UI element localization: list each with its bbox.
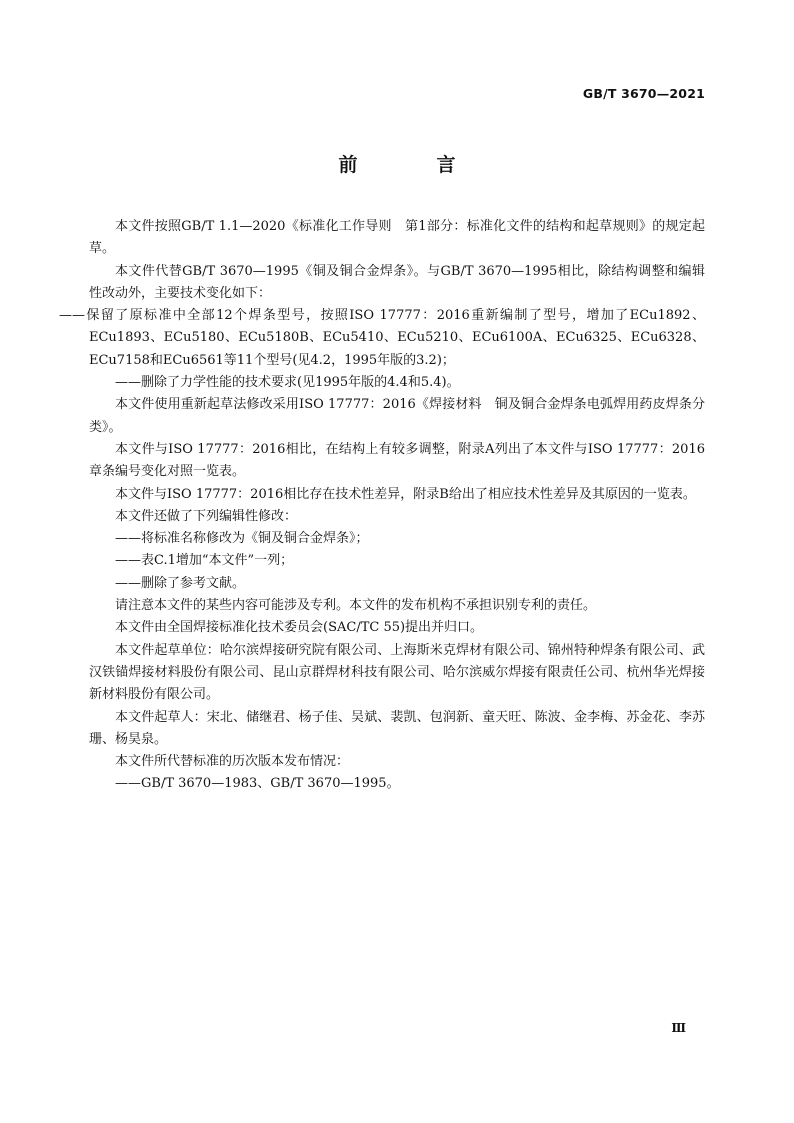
paragraph-proposer: 本文件由全国焊接标准化技术委员会(SAC/TC 55)提出并归口。 xyxy=(115,620,484,636)
list-item-table-column: ——表C.1增加“本文件”一列； xyxy=(115,553,294,569)
paragraph-structure-diff: 本文件与ISO 17777：2016相比，在结构上有较多调整，附录A列出了本文件与ISO 17777：2016章条编号变化对照一览表。 xyxy=(89,441,705,480)
paragraph-editorial-intro: 本文件还做了下列编辑性修改： xyxy=(115,508,298,524)
paragraph-replaces: 本文件代替GB/T 3670—1995《铜及铜合金焊条》。与GB/T 3670—1995相比，除结构调整和编辑性改动外，主要技术变化如下： xyxy=(89,263,705,301)
page-number: Ⅲ xyxy=(671,1021,686,1035)
foreword-body xyxy=(59,216,705,796)
list-item-model-changes: ——保留了原标准中全部12个焊条型号，按照ISO 17777：2016重新编制了型号，增加了ECu1892、ECu1893、ECu5180、ECu5180B、ECu5410、ECu5210、ECu6100A、ECu6325、ECu6328、ECu7158和ECu6561等11个型号(见4.2，1995年版的3.2)； xyxy=(59,308,705,368)
paragraph-adoption: 本文件使用重新起草法修改采用ISO 17777：2016《焊接材料 铜及铜合金焊条电弧焊用药皮焊条分类》。 xyxy=(89,397,705,435)
paragraph-drafters: 本文件起草人：宋北、储继君、杨子佳、吴斌、裴凯、包润新、童天旺、陈波、金李梅、苏金花、李苏珊、杨昊泉。 xyxy=(89,709,705,747)
list-item-mechanical-removed: ——删除了力学性能的技术要求(见1995年版的4.4和5.4)。 xyxy=(115,375,460,391)
list-item-history-versions: ——GB/T 3670—1983、GB/T 3670—1995。 xyxy=(115,776,400,792)
list-item-bibliography-removed: ——删除了参考文献。 xyxy=(115,575,246,591)
paragraph-technical-diff: 本文件与ISO 17777：2016相比存在技术性差异，附录B给出了相应技术性差异及其原因的一览表。 xyxy=(115,486,696,502)
list-item-rename: ——将标准名称修改为《铜及铜合金焊条》； xyxy=(115,531,369,547)
paragraph-history-intro: 本文件所代替标准的历次版本发布情况： xyxy=(115,754,350,770)
section-title: 前 言 xyxy=(338,154,486,176)
paragraph-drafting-units: 本文件起草单位：哈尔滨焊接研究院有限公司、上海斯米克焊材有限公司、锦州特种焊条有限公司、武汉铁锚焊接材料股份有限公司、昆山京群焊材科技有限公司、哈尔滨威尔焊接有限责任公司、杭州华光焊接新材料股份有限公司。 xyxy=(89,642,705,703)
standard-code: GB/T 3670—2021 xyxy=(582,86,705,101)
paragraph-patent-notice: 请注意本文件的某些内容可能涉及专利。本文件的发布机构不承担识别专利的责任。 xyxy=(115,598,597,614)
paragraph-drafting-rules: 本文件按照GB/T 1.1—2020《标准化工作导则 第1部分：标准化文件的结构和起草规则》的规定起草。 xyxy=(89,219,705,257)
